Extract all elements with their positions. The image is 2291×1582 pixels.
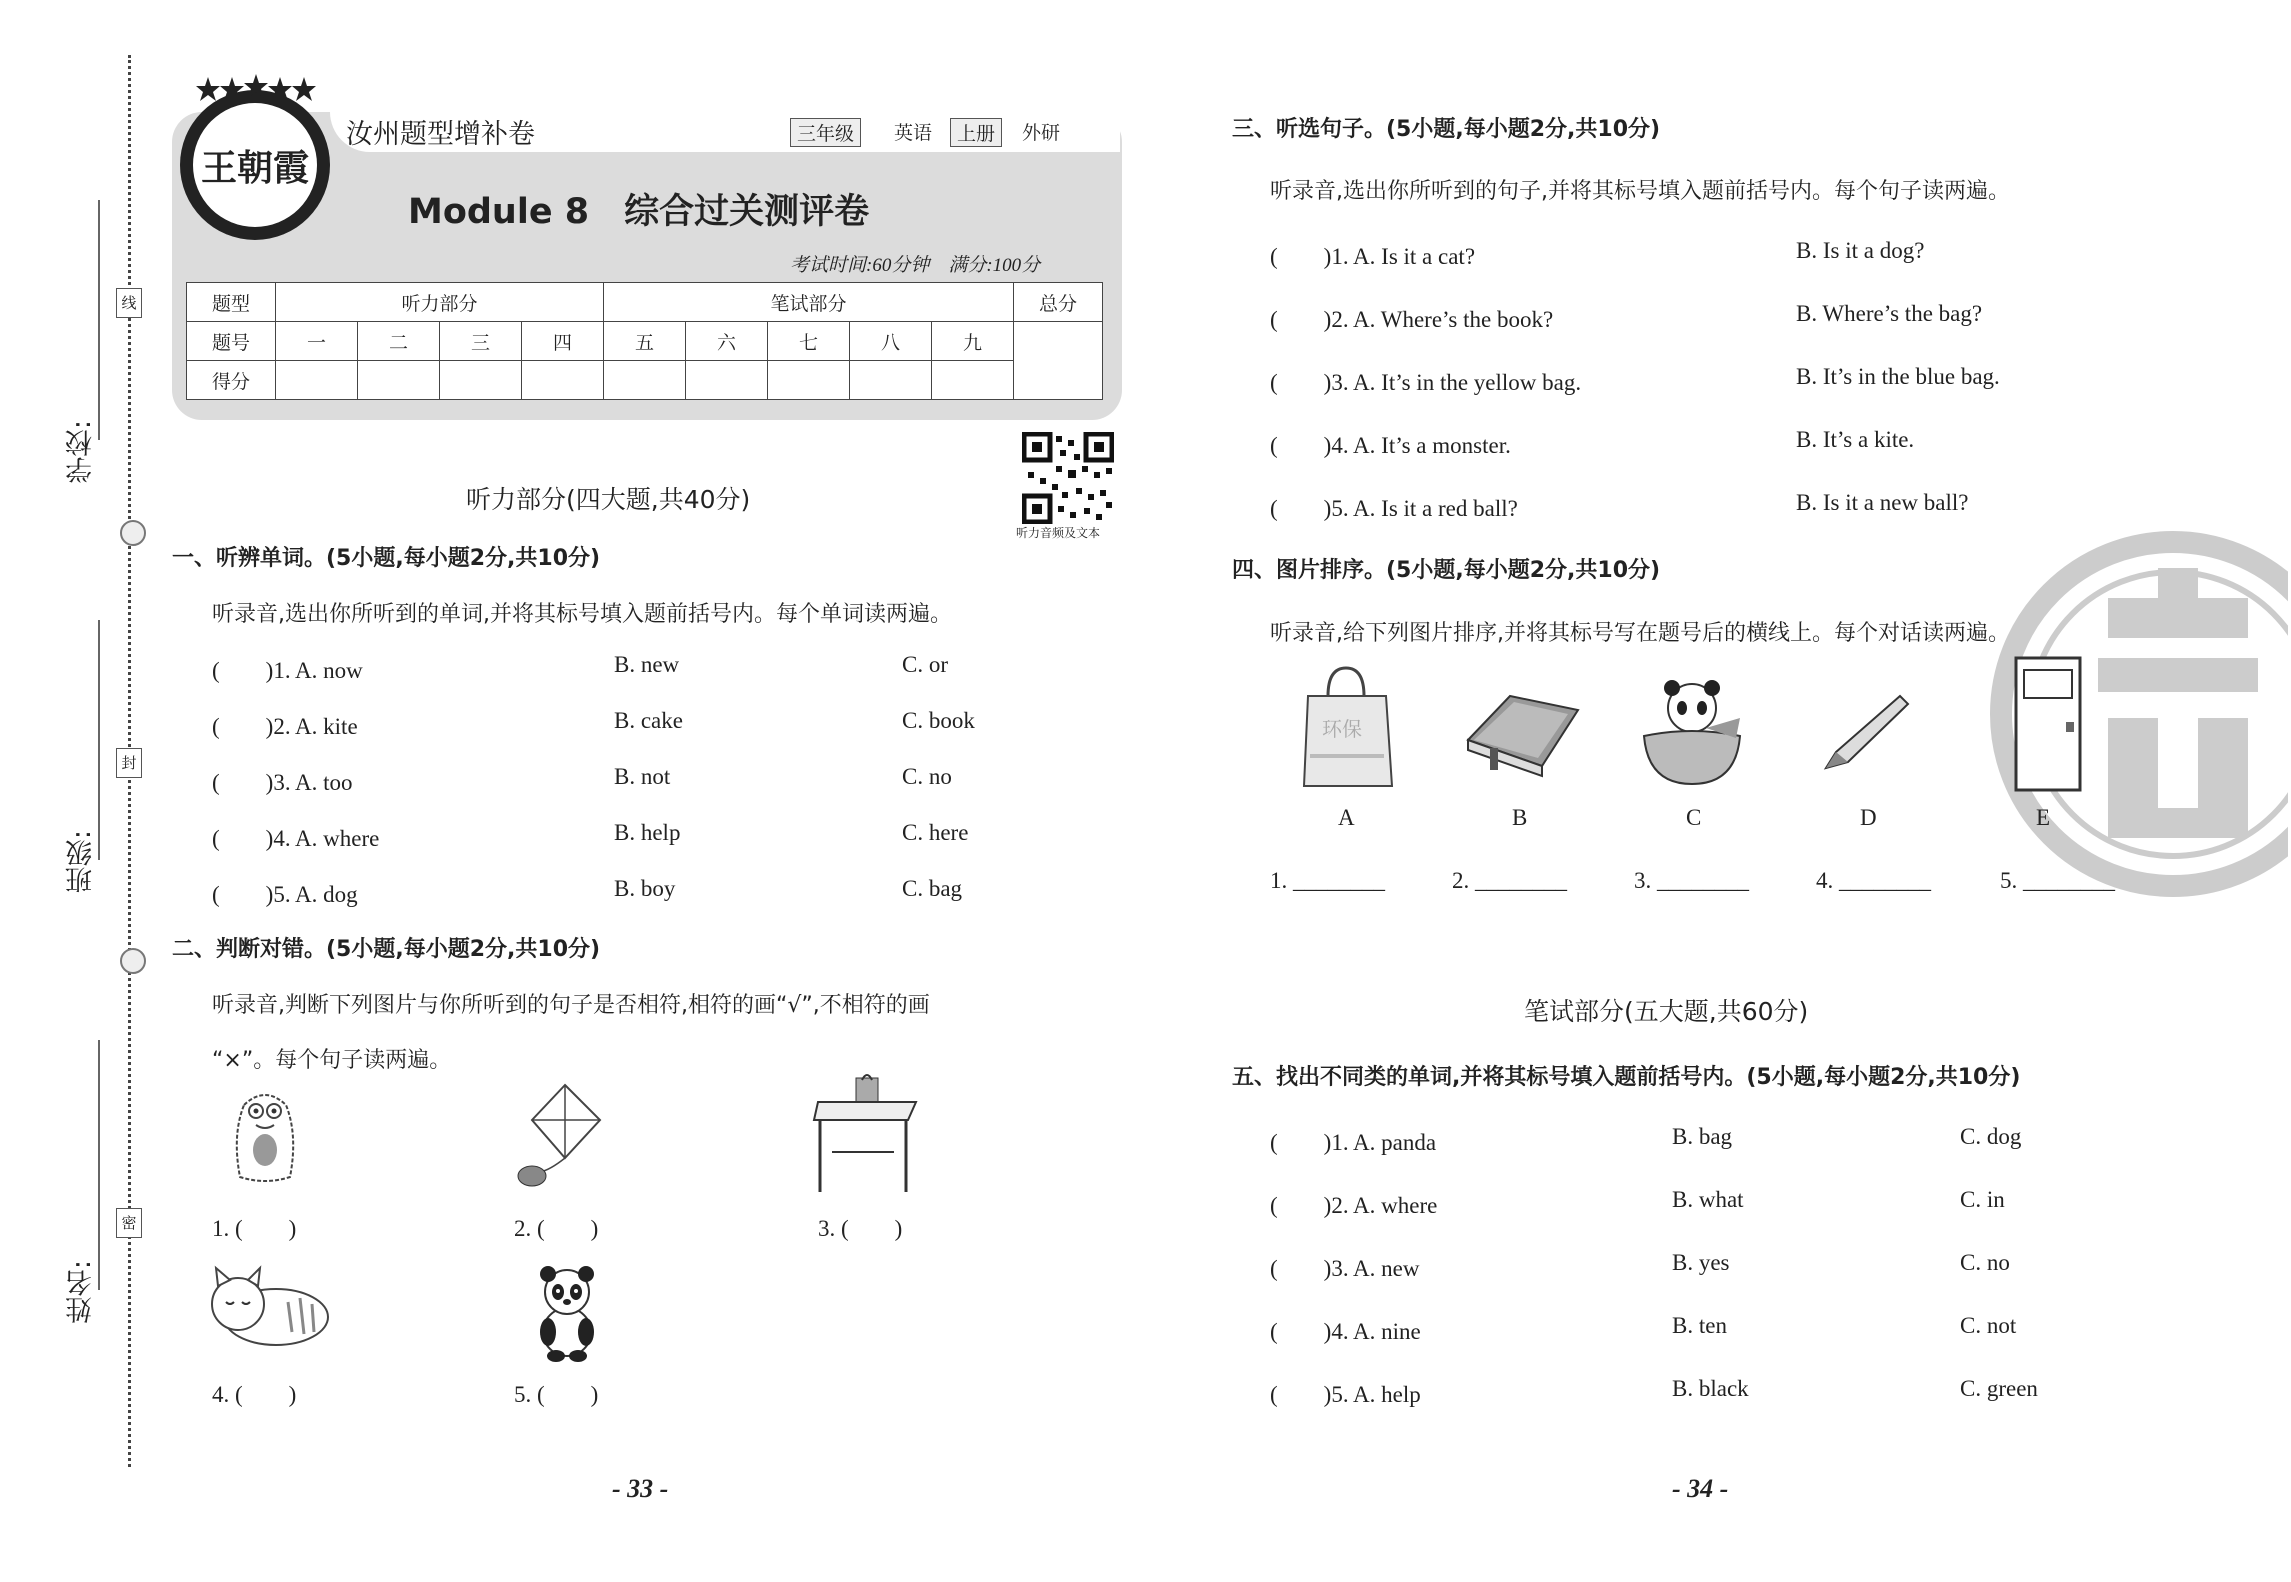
name-label: 姓名: [66,1260,97,1324]
q3-title: 三、听选句子。(5小题,每小题2分,共10分) [1232,117,1661,142]
q5-item-1[interactable]: ( )1. A. panda [1270,1130,1437,1155]
q1-instruction: 听录音,选出你所听到的单词,并将其标号填入题前括号内。每个单词读两遍。 [212,602,952,627]
q3-item-5-b: B. Is it a new ball? [1796,490,1969,515]
score-blank[interactable] [358,361,440,400]
q5-item-5-c: C. green [1960,1376,2038,1401]
exam-info: 考试时间:60分钟 满分:100分 [790,255,1041,276]
q1-item-2[interactable]: ( )2. A. kite [212,714,358,739]
bag-label: 环保 [1322,717,1362,741]
q5-item-2-c: C. in [1960,1187,2005,1212]
q1-item-3-b: B. not [614,764,671,789]
q5-item-5[interactable]: ( )5. A. help [1270,1382,1421,1407]
book-picture [1464,688,1584,780]
q5-item-4-c: C. not [1960,1313,2017,1338]
score-blank[interactable] [522,361,604,400]
kite-picture [510,1080,605,1195]
q1-item-2-c: C. book [902,708,975,733]
panda-picture [530,1262,605,1362]
school-label: 学校: [66,420,97,484]
q3-instruction: 听录音,选出你所听到的句子,并将其标号填入题前括号内。每个句子读两遍。 [1270,179,2010,204]
score-blank[interactable] [276,361,358,400]
term-tag: 上册 [950,118,1002,147]
page-number-right: - 34 - [1672,1474,1729,1503]
q5-item-5-b: B. black [1672,1376,1749,1401]
score-cell: 四 [522,322,604,361]
score-blank[interactable] [686,361,768,400]
shopping-bag-picture [1300,666,1395,791]
total-score-cell[interactable] [1014,322,1103,400]
seal-mark-line: 线 [116,288,142,318]
q2-answer-3[interactable]: 3. ( ) [818,1216,903,1241]
panda-in-bowl-picture [1636,672,1746,788]
score-cell: 题号 [187,322,276,361]
q1-item-3-c: C. no [902,764,952,789]
q3-item-5[interactable]: ( )5. A. Is it a red ball? [1270,496,1518,521]
q4-blank-1[interactable]: 1. ________ [1270,868,1385,893]
q2-instruction: 听录音,判断下列图片与你所听到的句子是否相符,相符的画“√”,不相符的画 [212,993,930,1018]
class-label: 班级: [66,830,97,894]
q1-item-4[interactable]: ( )4. A. where [212,826,380,851]
q5-item-1-b: B. bag [1672,1124,1733,1149]
name-line [98,1040,100,1290]
q1-item-1[interactable]: ( )1. A. now [212,658,363,683]
seal-mark-secret: 密 [116,1208,142,1238]
stars-icon [196,74,316,104]
score-cell: 五 [604,322,686,361]
q2-answer-2[interactable]: 2. ( ) [514,1216,599,1241]
score-blank[interactable] [850,361,932,400]
q4-title: 四、图片排序。(5小题,每小题2分,共10分) [1232,558,1661,583]
score-cell: 三 [440,322,522,361]
q3-item-3[interactable]: ( )3. A. It’s in the yellow bag. [1270,370,1582,395]
q5-item-2[interactable]: ( )2. A. where [1270,1193,1438,1218]
binding-ring-icon [120,520,146,546]
q3-item-4[interactable]: ( )4. A. It’s a monster. [1270,433,1511,458]
q4-blank-4[interactable]: 4. ________ [1816,868,1931,893]
score-cell: 九 [932,322,1014,361]
door-picture [2014,656,2082,792]
q5-item-3-c: C. no [1960,1250,2010,1275]
qr-code-icon[interactable] [1022,432,1114,524]
q3-item-2-b: B. Where’s the bag? [1796,301,1983,326]
class-line [98,620,100,860]
q5-item-4[interactable]: ( )4. A. nine [1270,1319,1421,1344]
q4-label-a: A [1338,805,1355,830]
series-title: 汝州题型增补卷 [346,119,535,150]
brand-logo [180,90,330,240]
q3-item-1-b: B. Is it a dog? [1796,238,1925,263]
brand-name: 王朝霞 [193,103,317,227]
q4-blank-5[interactable]: 5. ________ [2000,868,2115,893]
q5-title: 五、找出不同类的单词,并将其标号填入题前括号内。(5小题,每小题2分,共10分) [1232,1065,2021,1090]
q5-item-1-c: C. dog [1960,1124,2022,1149]
score-cell: 八 [850,322,932,361]
score-blank[interactable] [604,361,686,400]
q2-answer-5[interactable]: 5. ( ) [514,1382,599,1407]
q4-label-c: C [1686,805,1702,830]
sleeping-cat-picture [198,1262,333,1352]
writing-heading: 笔试部分(五大题,共60分) [1524,997,1809,1026]
q1-item-5[interactable]: ( )5. A. dog [212,882,358,907]
q1-item-2-b: B. cake [614,708,683,733]
q2-title: 二、判断对错。(5小题,每小题2分,共10分) [172,937,601,962]
pencil-picture [1820,690,1910,776]
q4-label-d: D [1860,805,1877,830]
score-cell: 得分 [187,361,276,400]
score-cell: 一 [276,322,358,361]
grade-tag: 三年级 [790,118,861,147]
q3-item-4-b: B. It’s a kite. [1796,427,1915,452]
q1-item-1-b: B. new [614,652,680,677]
q5-item-2-b: B. what [1672,1187,1744,1212]
q1-item-5-b: B. boy [614,876,676,901]
q4-blank-3[interactable]: 3. ________ [1634,868,1749,893]
q1-item-4-c: C. here [902,820,969,845]
score-blank[interactable] [440,361,522,400]
q5-item-4-b: B. ten [1672,1313,1727,1338]
qr-caption: 听力音频及文本 [1016,526,1101,540]
q4-blank-2[interactable]: 2. ________ [1452,868,1567,893]
q2-answer-1[interactable]: 1. ( ) [212,1216,297,1241]
score-cell: 二 [358,322,440,361]
score-cell: 六 [686,322,768,361]
q5-item-3-b: B. yes [1672,1250,1730,1275]
q2-instruction-cont: “×”。每个句子读两遍。 [212,1048,452,1073]
bag-on-desk-picture [812,1072,922,1197]
q1-item-1-c: C. or [902,652,948,677]
binding-ring-icon [120,948,146,974]
q1-item-4-b: B. help [614,820,681,845]
score-cell: 总分 [1014,283,1103,322]
q2-answer-4[interactable]: 4. ( ) [212,1382,297,1407]
score-table [186,282,1103,400]
q3-item-2[interactable]: ( )2. A. Where’s the book? [1270,307,1554,332]
q1-item-3[interactable]: ( )3. A. too [212,770,353,795]
listening-heading: 听力部分(四大题,共40分) [466,485,751,514]
page-number-left: - 33 - [612,1474,669,1503]
q4-instruction: 听录音,给下列图片排序,并将其标号写在题号后的横线上。每个对话读两遍。 [1270,621,2010,646]
seal-mark-seal: 封 [116,748,142,778]
score-cell: 笔试部分 [604,283,1014,322]
q1-title: 一、听辨单词。(5小题,每小题2分,共10分) [172,546,601,571]
q3-item-3-b: B. It’s in the blue bag. [1796,364,2000,389]
subject-tag: 英语 [894,122,933,144]
monster-picture [230,1085,300,1190]
publisher-tag: 外研 [1022,122,1061,144]
score-blank[interactable] [932,361,1014,400]
score-blank[interactable] [768,361,850,400]
score-cell: 题型 [187,283,276,322]
page-title: Module 8 综合过关测评卷 [408,192,870,232]
q3-item-1[interactable]: ( )1. A. Is it a cat? [1270,244,1476,269]
q1-item-5-c: C. bag [902,876,963,901]
q4-label-e: E [2036,805,2051,830]
score-cell: 听力部分 [276,283,604,322]
school-line [98,200,100,440]
score-cell: 七 [768,322,850,361]
q5-item-3[interactable]: ( )3. A. new [1270,1256,1420,1281]
q4-label-b: B [1512,805,1528,830]
